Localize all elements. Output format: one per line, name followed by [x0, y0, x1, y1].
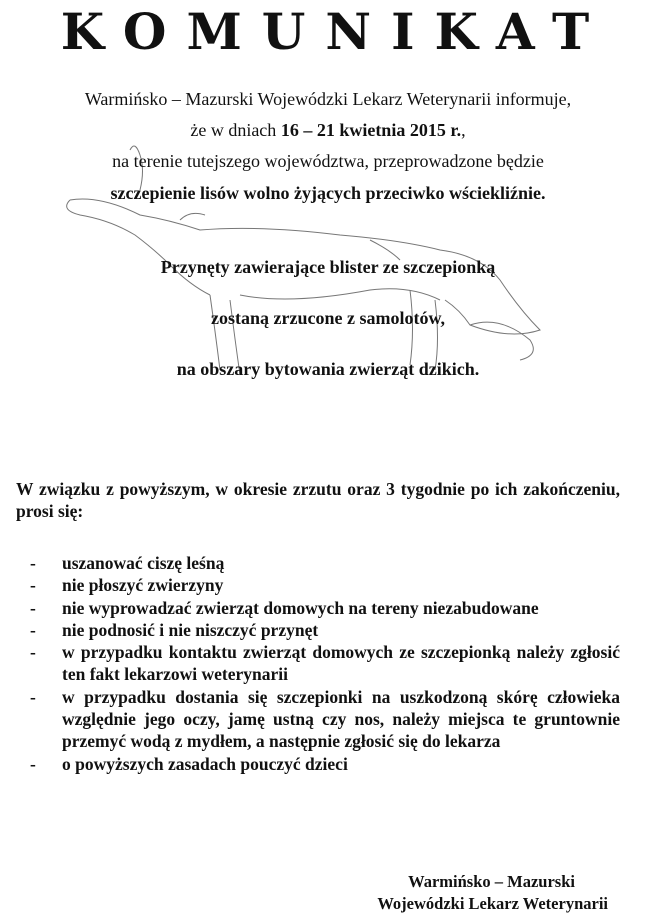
intro-line-3: na terenie tutejszego województwa, przeprowadzone będzie — [112, 151, 544, 171]
list-dash: - — [30, 753, 36, 774]
instructions-paragraph: W związku z powyższym, w okresie zrzutu oraz 3 tygodnie po ich zakończeniu, prosi się: — [16, 479, 620, 521]
list-item — [30, 641, 620, 686]
instructions-list — [30, 552, 620, 775]
intro-line-2-pre: że w dniach — [190, 120, 281, 140]
bait-line-3: na obszary bytowania zwierząt dzikich. — [176, 359, 480, 379]
list-item-text: w przypadku dostania się szczepionki na uszkodzoną skórę człowieka względnie jego oczy, jamę ustną czy nos, należy miejsca te gruntownie przemyć wodą z mydłem, a następnie zgłosić się do lekarza — [62, 686, 620, 752]
signature-line-2: Wojewódzki Lekarz Weterynarii — [377, 894, 608, 913]
list-item — [30, 552, 620, 574]
list-item-text: nie podnosić i nie niszczyć przynęt — [62, 619, 319, 640]
list-item — [30, 686, 620, 753]
list-item-text: nie wyprowadzać zwierząt domowych na tereny niezabudowane — [62, 597, 539, 618]
list-item — [30, 753, 620, 775]
list-item-text: uszanować ciszę leśną — [62, 553, 225, 573]
list-dash: - — [30, 619, 36, 640]
list-item-text: w przypadku kontaktu zwierząt domowych ze szczepionką należy zgłosić ten fakt lekarzowi weterynarii — [62, 642, 620, 685]
list-item-text: nie płoszyć zwierzyny — [62, 575, 224, 596]
campaign-dates: 16 – 21 kwietnia 2015 r. — [280, 120, 462, 140]
bait-line-2: zostaną zrzucone z samolotów, — [211, 308, 445, 328]
list-dash: - — [30, 642, 36, 663]
list-item — [30, 574, 620, 596]
list-dash: - — [30, 686, 36, 707]
intro-line-4: szczepienie lisów wolno żyjących przeciwko wściekliźnie. — [110, 183, 546, 203]
list-dash: - — [30, 575, 36, 596]
intro-line-2 — [0, 120, 656, 141]
list-dash: - — [30, 553, 36, 573]
intro-line-2-post: , — [461, 120, 466, 140]
page-title: KOMUNIKAT — [60, 2, 610, 61]
intro-line-1: Warmińsko – Mazurski Wojewódzki Lekarz Weterynarii informuje, — [84, 89, 572, 109]
list-item-text: o powyższych zasadach pouczyć dzieci — [62, 753, 348, 774]
list-item — [30, 597, 620, 619]
bait-line-1: Przynęty zawierające blister ze szczepionką — [160, 257, 496, 277]
list-item — [30, 619, 620, 641]
list-dash: - — [30, 597, 36, 618]
signature-line-1: Warmińsko – Mazurski — [408, 872, 575, 891]
